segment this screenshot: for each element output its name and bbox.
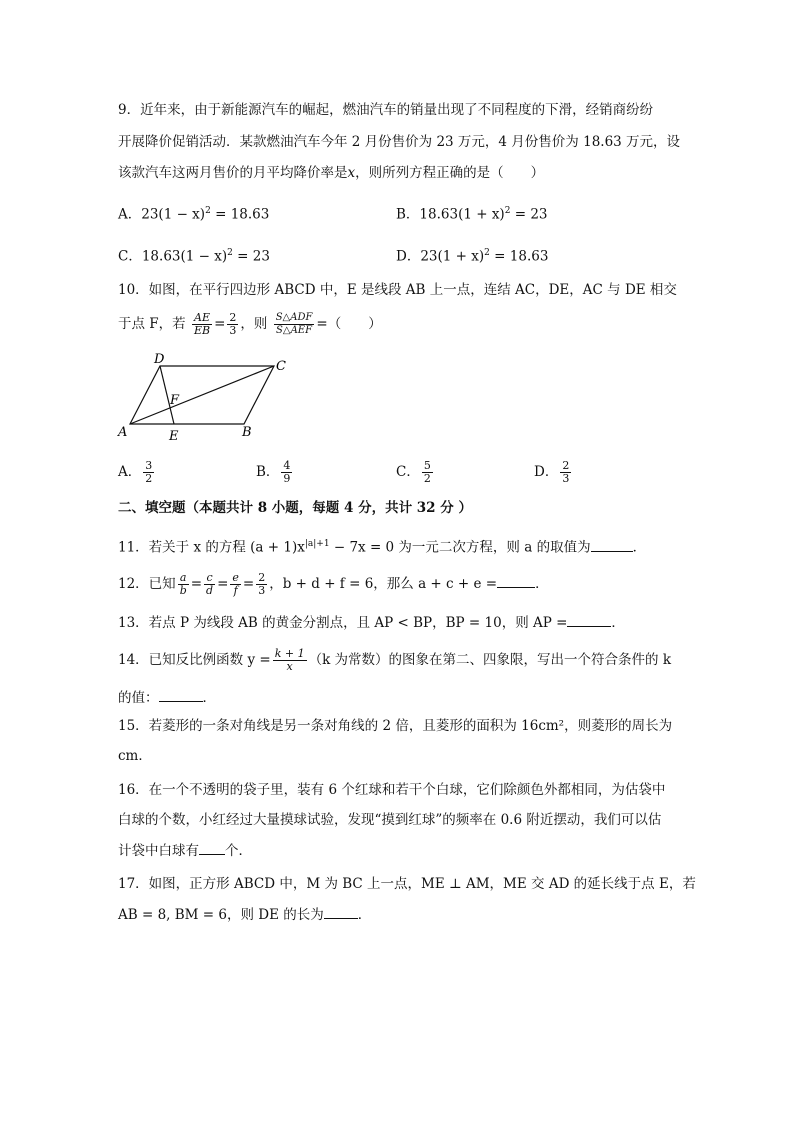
label-f: F — [170, 393, 180, 408]
q11: 11．若关于 x 的方程 $(a + 1)x^{|a|+1} - 7x = 0$ 为一元二次方程，则 a 的取值为 ． — [118, 534, 646, 558]
q9-option-b-rhs: = 23 — [510, 206, 548, 223]
label-b: B — [242, 425, 252, 440]
q13-answer-blank[interactable] — [567, 612, 611, 627]
q9-line1: 9．近年来，由于新能源汽车的崛起，燃油汽车的销量出现了不同程度的下滑，经销商纷纷 — [118, 102, 654, 118]
label-d: D — [154, 352, 165, 367]
q10-fraction-ratio: $\frac{2}{3}$ — [229, 311, 237, 337]
q16-answer-blank[interactable] — [199, 840, 225, 855]
q16-line1: 16．在一个不透明的袋子里，装有 6 个红球和若干个白球，它们除颜色外都相同，为估袋中 — [118, 782, 666, 798]
q17-answer-blank[interactable] — [324, 904, 358, 919]
q10-option-c: C． $\frac{5}{2}$ — [396, 459, 431, 485]
q10-line2-tail: =（ ） — [316, 316, 382, 332]
q10-line2-text: 于点 F，若 — [118, 316, 186, 332]
q9-option-a-label: A． — [118, 206, 142, 223]
q10-equals: = — [214, 316, 226, 332]
q17-line1: 17．如图，正方形 ABCD 中，M 为 BC 上一点，ME ⊥ AM，ME 交 AD 的延长线于点 E，若 — [118, 876, 696, 892]
q15-line1: 15．若菱形的一条对角线是另一条对角线的 2 倍，且菱形的面积为 16cm²，则菱形的周长为 — [118, 718, 673, 734]
q9-option-c-expr: 18.63(1 − x) — [141, 248, 228, 265]
q9-option-b-exp: 2 — [504, 206, 511, 216]
q9-option-c-rhs: = 23 — [232, 248, 270, 265]
q9-option-b-expr: 18.63(1 + x) — [419, 206, 505, 223]
q9-option-d-expr: 23(1 + x) — [420, 248, 485, 265]
q9-line2: 开展降价促销活动．某款燃油汽车今年 2 月份售价为 23 万元，4 月份售价为 18.63 万元，设 — [118, 134, 681, 150]
q16-line2: 白球的个数，小红经过大量摸球试验，发现“摸到红球”的频率在 0.6 附近摆动，我们可以估 — [118, 812, 662, 828]
q9-var-x: x — [347, 165, 356, 181]
q11-answer-blank[interactable] — [591, 537, 633, 552]
q14-answer-blank[interactable] — [159, 687, 203, 702]
diagonal-ac — [130, 366, 274, 424]
q9-option-c — [118, 243, 270, 267]
label-a: A — [118, 425, 128, 440]
q12: 12．已知 $\frac{a}{b}$ = $\frac{c}{d}$ = $\frac{e}{f}$ = $\frac{2}{3}$ ，b + d + f = 6，那么 a + c + e = ． — [118, 571, 549, 597]
q9-option-d-exp: 2 — [484, 248, 490, 258]
q10-option-a: A． $\frac{3}{2}$ — [118, 459, 153, 485]
q9-option-d-rhs: = 18.63 — [489, 248, 549, 265]
q9-option-a-rhs: = 18.63 — [210, 206, 270, 223]
q9-option-a — [118, 201, 269, 225]
q10-fraction-ae-eb: $\frac{AE}{EB}$ — [193, 311, 211, 337]
q9-option-b — [396, 201, 548, 225]
q10-parallelogram-figure — [116, 352, 306, 442]
q9-line3-tail: ，则所列方程正确的是（ ） — [355, 165, 545, 181]
q10-option-b: B． $\frac{4}{9}$ — [256, 459, 291, 485]
q9-option-b-label: B． — [396, 206, 420, 223]
q14-line1: 14．已知反比例函数 y = $\frac{k + 1}{x}$ （k 为常数）的图象在第二、四象限，写出一个符合条件的 k — [118, 647, 672, 673]
q9-option-c-exp: 2 — [227, 248, 233, 258]
q10-fraction-area: $\frac{\text{S△ADF}}{\text{S△AEF}}$ — [275, 312, 313, 336]
q12-answer-blank[interactable] — [497, 573, 535, 588]
label-e: E — [169, 429, 179, 442]
q10-line1: 10．如图，在平行四边形 ABCD 中，E 是线段 AB 上一点，连结 AC，DE，AC 与 DE 相交 — [118, 282, 677, 298]
q9-option-a-expr: 23(1 − x) — [141, 206, 206, 223]
q9-option-a-exp: 2 — [205, 206, 211, 216]
q15-line2: cm． — [118, 748, 152, 764]
q10-option-d: D． $\frac{2}{3}$ — [534, 459, 570, 485]
label-c: C — [276, 359, 286, 374]
q9-line3 — [118, 163, 544, 183]
section-heading-fill-blank: 二、填空题（本题共计 8 小题，每题 4 分，共计 32 分 ） — [118, 500, 472, 516]
q9-option-d-label: D． — [396, 248, 421, 265]
q13: 13．若点 P 为线段 AB 的黄金分割点，且 AP < BP，BP = 10，则 AP = ． — [118, 612, 625, 633]
q17-line2: AB = 8, BM = 6，则 DE 的长为 ． — [118, 904, 371, 925]
q9-option-c-label: C． — [118, 248, 142, 265]
q9-line3-text: 该款汽车这两月售价的月平均降价率是 — [118, 165, 348, 181]
q14-line2: 的值： ． — [118, 687, 216, 708]
q10-line2-then: ，则 — [240, 316, 268, 332]
q10-line2 — [118, 312, 382, 337]
q9-option-d — [396, 243, 548, 267]
q16-line3: 计袋中白球有 个． — [118, 840, 252, 861]
